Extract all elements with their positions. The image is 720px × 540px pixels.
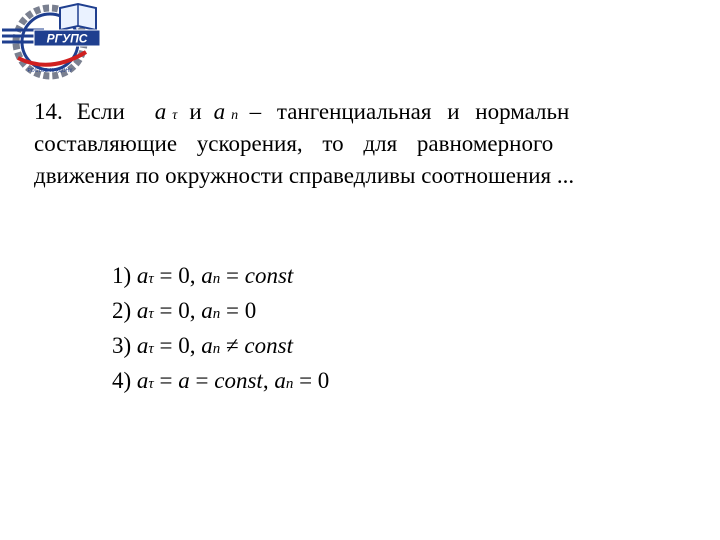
answer-option-1[interactable]: 1) aτ = 0, an = const [112, 263, 294, 288]
answer-options [112, 258, 329, 398]
answer-option-4[interactable]: 4) aτ = a = const, an = 0 [112, 368, 330, 393]
question-text [34, 96, 720, 192]
question-line-1-rest: – тангенциальная и нормальн [249, 99, 570, 124]
university-logo [0, 0, 108, 84]
and-word: и [189, 99, 202, 124]
logo-ring-text: РОСТОВ-НА-ДОНУ [27, 68, 73, 74]
question-line-1 [34, 96, 720, 128]
question-line-3: движения по окружности справедливы соотношения ... [34, 163, 575, 188]
answer-option-3[interactable]: 3) aτ = 0, an ≠ const [112, 333, 293, 358]
question-number: 14. [34, 99, 63, 124]
answer-option-2[interactable]: 2) aτ = 0, an = 0 [112, 298, 257, 323]
if-word: Если [76, 99, 125, 124]
question-line-2: составляющие ускорения, то для равномерного [34, 131, 554, 156]
logo-text: РГУПС [46, 31, 88, 46]
a-n-symbol: a n [213, 99, 239, 124]
a-tau-symbol: a τ [154, 99, 178, 124]
